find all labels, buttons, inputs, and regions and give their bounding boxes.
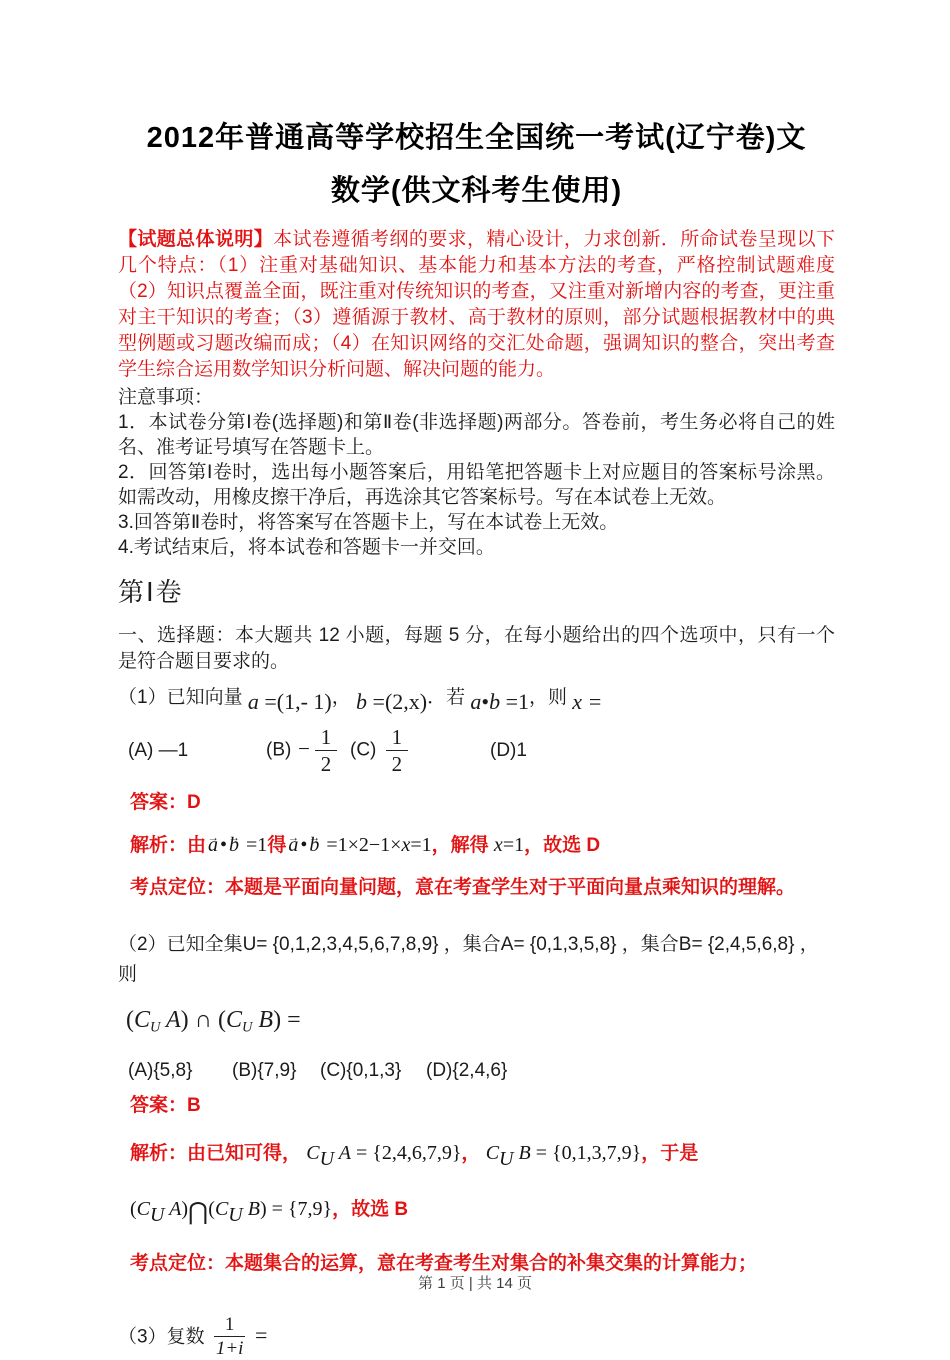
question-3 xyxy=(118,1314,835,1360)
question-2-analysis-line1: 解析：由已知可得， CU A = {2,4,6,7,9}， CU B = {0,1,3,7,9}，于是 xyxy=(130,1141,699,1170)
exam-title-line2: 数学(供文科考生使用) xyxy=(330,175,623,207)
notice-heading: 注意事项： xyxy=(118,387,214,408)
question-2-stem: （2）已知全集U= {0,1,2,3,4,5,6,7,8,9} ，集合A= {0,1,3,5,8} ，集合B= {2,4,5,6,8} ，则 xyxy=(118,934,819,986)
option-a: (A) —1 xyxy=(128,739,189,761)
section-1-heading: 第Ⅰ卷 xyxy=(118,577,184,607)
notice-section xyxy=(118,385,835,560)
overview-label: 【试题总体说明】 xyxy=(118,229,274,250)
option-b: (B){7,9} xyxy=(232,1059,297,1081)
notice-item-3: 3.回答第Ⅱ卷时，将答案写在答题卡上，写在本试卷上无效。 xyxy=(118,512,619,533)
question-1-analysis: 解析：由 a → • b → =1得 a → • b → =1×2−1×x=1，解得 x=1，故选 D xyxy=(118,830,835,861)
option-b: (B) − $\frac{1}{2}$ xyxy=(266,725,350,776)
notice-item-4: 4.考试结束后，将本试卷和答题卡一并交回。 xyxy=(118,537,495,558)
option-c: (C){0,1,3} xyxy=(320,1059,402,1081)
overview-body: 本试卷遵循考纲的要求，精心设计，力求创新．所命试卷呈现以下几个特点：（1）注重对基础知识、基本能力和基本方法的考查，严格控制试题难度（2）知识点覆盖全面，既注重对传统知识的考查，又注重对新增内容的考查，更注重对主干知识的考查；（3）遵循源于教材、高于教材的原则，部分试题根据教材中的典型例题或习题改编而成；（4）在知识网络的交汇处命题，强调知识的整合，突出考查学生综合运用数学知识分析问题、解决问题的能力。 xyxy=(118,229,835,380)
answer-value: D xyxy=(187,792,201,814)
fraction: $\frac{1}{2}$ xyxy=(315,725,338,776)
answer-label: 答案： xyxy=(130,1094,188,1116)
option-d: (D)1 xyxy=(490,739,527,761)
question-1-options xyxy=(118,725,835,776)
option-a: (A){5,8} xyxy=(128,1059,193,1081)
question-1-answer xyxy=(118,789,835,817)
notice-item-2: 2．回答第Ⅰ卷时，选出每小题答案后，用铅笔把答题卡上对应题目的答案标号涂黑。如需改动，用橡皮擦干净后，再选涂其它答案标号。写在本试卷上无效。 xyxy=(118,462,835,508)
option-d: (D){2,4,6} xyxy=(426,1059,508,1081)
page-footer: 第 1 页 | 共 14 页 xyxy=(418,1275,532,1292)
question-2 xyxy=(118,930,835,1277)
overview-paragraph xyxy=(118,227,835,383)
question-1 xyxy=(118,681,835,902)
question-1-focus: 考点定位：本题是平面向量问题，意在考查学生对于平面向量点乘知识的理解。 xyxy=(130,877,796,899)
question-2-options xyxy=(118,1056,835,1086)
answer-label: 答案： xyxy=(130,792,188,814)
exam-title xyxy=(118,112,835,218)
fraction: $\frac{1}{1+i}$ xyxy=(215,1313,244,1360)
exam-title-line1: 2012年普通高等学校招生全国统一考试(辽宁卷)文 xyxy=(146,122,807,154)
option-c: (C) $\frac{1}{2}$ xyxy=(350,725,490,776)
question-2-analysis-line2: (CU A)⋂(CU B) = {7,9}，故选 B xyxy=(130,1196,409,1226)
section-1-instruction: 一、选择题：本大题共 12 小题，每题 5 分，在每小题给出的四个选项中，只有一个是符合题目要求的。 xyxy=(118,625,835,672)
question-2-expression: (CU A) ∩ (CU B) = xyxy=(126,1007,301,1036)
question-2-focus: 考点定位：本题集合的运算，意在考查考生对集合的补集交集的计算能力； xyxy=(130,1252,758,1274)
fraction: $\frac{1}{2}$ xyxy=(386,725,409,776)
question-3-stem: （3）复数 $\frac{1}{1+i}$ = xyxy=(118,1313,268,1360)
question-1-stem: （1）已知向量 a =(1,- 1)， b =(2,x)．若 a•b =1，则 x = xyxy=(118,687,603,714)
question-2-answer xyxy=(118,1092,835,1120)
notice-item-1: 1．本试卷分第Ⅰ卷(选择题)和第Ⅱ卷(非选择题)两部分。答卷前，考生务必将自己的姓名、准考证号填写在答题卡上。 xyxy=(118,412,835,458)
answer-value: B xyxy=(187,1094,201,1116)
